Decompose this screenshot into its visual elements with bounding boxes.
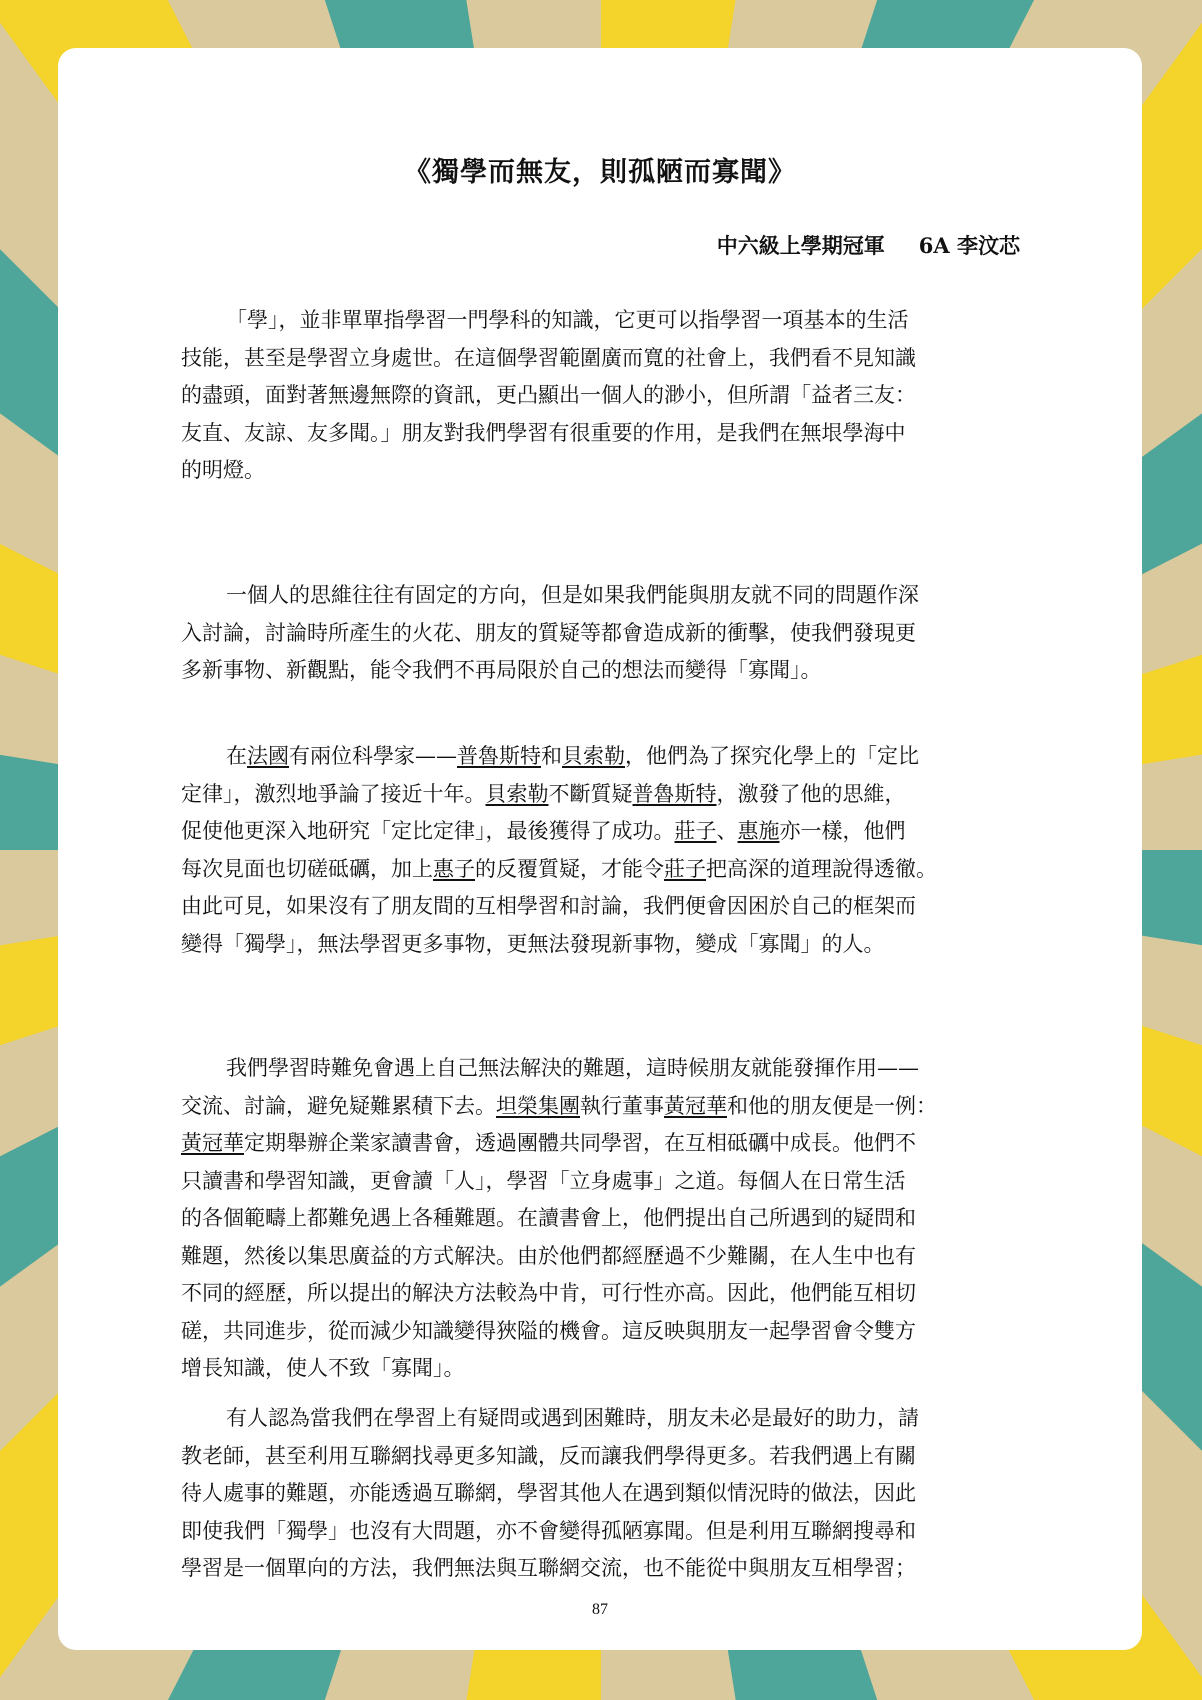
text-line [181,776,1021,814]
text-line [181,340,1021,378]
text-run: 定期舉辦企業家讀書會，透過團體共同學習，在互相砥礪中成長。他們不 [244,1131,916,1155]
author-name: 6A 李汶芯 [918,233,1020,258]
text-run: 即使我們「獨學」也沒有大問題，亦不會變得孤陋寡聞。但是利用互聯網搜尋和 [181,1518,916,1543]
essay-title: 《獨學而無友，則孤陋而寡聞》 [404,157,796,188]
text-run: 把高深的道理說得透徹。 [706,856,937,881]
text-line [181,1050,1021,1088]
text-run: 交流、討論，避免疑難累積下去。 [181,1093,496,1118]
text-line [181,577,1021,615]
proper-name: 普魯斯特 [457,744,541,768]
text-run: 的反覆質疑，才能令 [475,856,664,881]
text-line [181,652,1021,690]
text-run: 每次見面也切磋砥礪，加上 [181,856,433,881]
text-run: 我們學習時難免會遇上自己無法解決的難題，這時候朋友就能發揮作用—— [226,1056,919,1080]
text-run: 難題，然後以集思廣益的方式解決。由於他們都經歷過不少難關，在人生中也有 [181,1243,916,1268]
text-run: 教老師，甚至利用互聯網找尋更多知識，反而讓我們學得更多。若我們遇上有關 [181,1443,916,1468]
text-run: 在 [226,744,247,768]
text-line [181,415,1021,453]
text-run: ，他們為了探究化學上的「定比 [625,744,919,768]
page-number: 87 [592,1601,608,1618]
text-run: 技能，甚至是學習立身處世。在這個學習範圍廣而寬的社會上，我們看不見知識 [181,345,916,370]
paragraph-4 [181,1050,1021,1388]
text-line [181,888,1021,926]
text-run: 待人處事的難題，亦能透過互聯網，學習其他人在遇到類似情況時的做法，因此 [181,1481,916,1505]
text-run: 學習是一個單向的方法，我們無法與互聯網交流，也不能從中與朋友互相學習； [181,1556,916,1580]
text-run: 變得「獨學」，無法學習更多事物，更無法發現新事物，變成「寡聞」的人。 [181,931,885,956]
text-line [181,851,1021,889]
text-run: 一個人的思維往往有固定的方向，但是如果我們能與朋友就不同的問題作深 [226,583,919,607]
byline [717,230,1020,260]
text-run: 、 [716,819,738,843]
paragraph-3 [181,738,1021,963]
text-line [181,615,1021,653]
proper-name: 黃冠華 [181,1131,244,1155]
text-run: 促使他更深入地研究「定比定律」，最後獲得了成功。 [181,819,675,843]
award-label: 中六級上學期冠軍 [716,233,885,258]
proper-name: 貝索勒 [562,744,625,768]
proper-name: 惠子 [433,856,475,881]
text-line [181,1275,1021,1313]
text-run: 增長知識，使人不致「寡聞」。 [181,1356,465,1380]
text-run: ，激發了他的思維， [716,781,906,806]
proper-name: 法國 [247,744,289,768]
text-line [181,1513,1021,1551]
text-run: 多新事物、新觀點，能令我們不再局限於自己的想法而變得「寡聞」。 [181,658,822,682]
text-line [181,1200,1021,1238]
proper-name: 貝索勒 [485,781,549,806]
text-line [181,377,1021,415]
document-page [58,48,1142,1650]
text-run: 和他的朋友便是一例： [727,1093,937,1118]
text-line [181,1125,1021,1163]
text-run: 的各個範疇上都難免遇上各種難題。在讀書會上，他們提出自己所遇到的疑問和 [181,1206,916,1230]
text-run: 有人認為當我們在學習上有疑問或遇到困難時，朋友未必是最好的助力，請 [226,1406,919,1430]
text-line [181,738,1021,776]
text-line [181,452,1021,490]
text-line [181,1475,1021,1513]
text-line [181,1163,1021,1201]
text-line [181,1088,1021,1126]
text-run: 入討論，討論時所產生的火花、朋友的質疑等都會造成新的衝擊，使我們發現更 [181,620,916,645]
text-run: 的明燈。 [181,458,265,482]
proper-name: 黃冠華 [664,1093,727,1118]
paragraph-2 [181,577,1021,690]
text-run: 定律」，激烈地爭論了接近十年。 [181,781,486,806]
proper-name: 莊子 [674,819,717,843]
text-run: 不同的經歷，所以提出的解決方法較為中肯，可行性亦高。因此，他們能互相切 [181,1281,916,1305]
proper-name: 普魯斯特 [632,781,717,806]
text-line [181,1350,1021,1388]
text-line [181,1400,1021,1438]
text-line [181,1313,1021,1351]
proper-name: 惠施 [737,819,780,843]
text-run: 有兩位科學家—— [289,744,457,768]
proper-name: 莊子 [664,856,706,881]
text-line [181,926,1021,964]
text-run: 亦一樣，他們 [779,819,906,843]
text-run: 由此可見，如果沒有了朋友間的互相學習和討論，我們便會因困於自己的框架而 [181,894,916,918]
text-run: 的盡頭，面對著無邊無際的資訊，更凸顯出一個人的渺小，但所謂「益者三友： [181,383,916,407]
text-run: 友直、友諒、友多聞。」朋友對我們學習有很重要的作用，是我們在無垠學海中 [181,420,906,445]
text-run: 磋，共同進步，從而減少知識變得狹隘的機會。這反映與朋友一起學習會令雙方 [181,1318,916,1343]
paragraph-1 [181,302,1021,490]
text-run: 和 [541,744,562,768]
text-line [181,1238,1021,1276]
text-run: 「學」，並非單單指學習一門學科的知識，它更可以指學習一項基本的生活 [226,308,909,332]
text-run: 不斷質疑 [548,781,633,806]
paragraph-5 [181,1400,1021,1588]
text-line [181,302,1021,340]
text-run: 執行董事 [580,1093,664,1118]
text-line [181,1438,1021,1476]
proper-name: 坦榮集團 [496,1093,580,1118]
text-line [181,813,1021,851]
text-run: 只讀書和學習知識，更會讀「人」，學習「立身處事」之道。每個人在日常生活 [181,1168,906,1193]
text-line [181,1550,1021,1588]
